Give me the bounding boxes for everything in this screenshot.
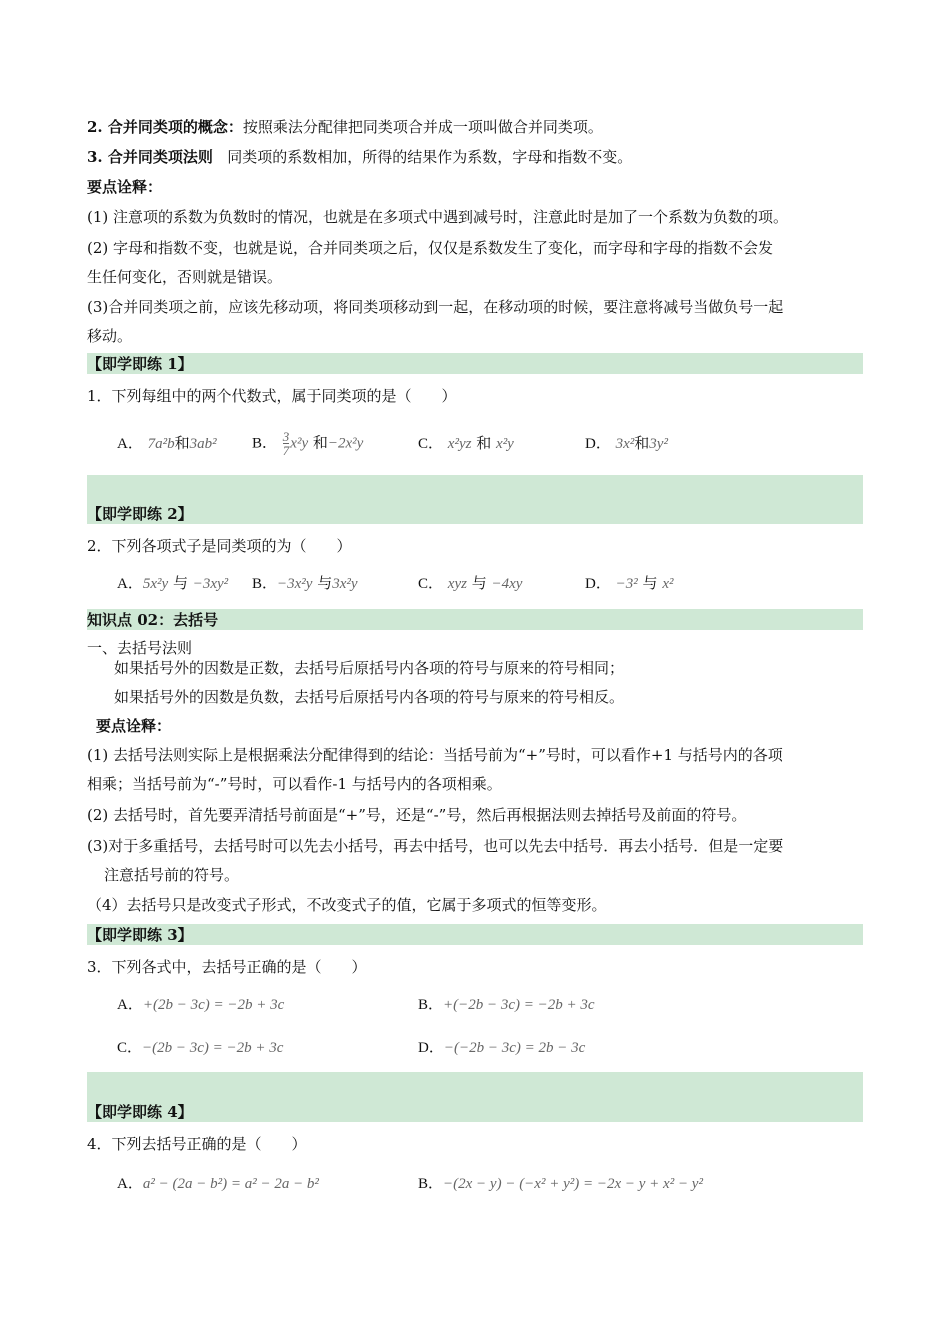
concept-item-2-title: 2. 合并同类项的概念：	[87, 118, 243, 136]
option-letter: D．	[585, 576, 611, 592]
join-word: 与	[471, 574, 487, 592]
q3-option-b[interactable]	[418, 994, 595, 1015]
q1-option-d[interactable]	[585, 433, 668, 454]
join-word: 和	[476, 434, 492, 452]
note-3-line-1: (3)合并同类项之前，应该先移动项，将同类项移动到一起，在移动项的时候，要注意将减号当做负号一起	[87, 298, 784, 316]
expression: −(−2b − 3c) = 2b − 3c	[443, 1040, 586, 1056]
option-letter: C．	[117, 1040, 143, 1056]
expression: −3x²y	[277, 576, 313, 592]
q4-option-b[interactable]	[418, 1173, 703, 1194]
fraction	[283, 430, 290, 457]
join-word: 与	[317, 574, 333, 592]
q1-option-a[interactable]	[117, 433, 217, 454]
section-02-notes-title: 要点诠释：	[96, 717, 172, 735]
fraction-denominator: 7	[282, 443, 290, 458]
q2-option-d[interactable]	[585, 573, 673, 594]
expression: +(2b − 3c) = −2b + 3c	[142, 997, 285, 1013]
expression: 3x²	[615, 436, 635, 452]
practice-3-band	[87, 924, 863, 945]
option-letter: C．	[418, 576, 444, 592]
q3-option-a[interactable]	[117, 994, 284, 1015]
rule-2: 如果括号外的因数是负数，去括号后原括号内各项的符号与原来的符号相反。	[114, 688, 625, 706]
expression: 3x²y	[332, 576, 358, 592]
s2-note-3-line-1: (3)对于多重括号，去括号时可以先去小括号，再去中括号，也可以先去中括号．再去小括号．但是一定要	[87, 837, 784, 855]
join-word: 和	[312, 433, 328, 452]
question-2: 2．下列各项式子是同类项的为（ ）	[87, 537, 352, 555]
concept-item-3	[87, 147, 632, 167]
practice-1-label: 【即学即练 1】	[87, 355, 193, 373]
expression: −3²	[615, 576, 638, 592]
note-3-line-2: 移动。	[87, 327, 133, 345]
q2-option-b[interactable]	[252, 573, 358, 594]
expression: 5x²y	[142, 576, 169, 592]
option-letter: C．	[418, 436, 444, 452]
notes-title: 要点诠释：	[87, 178, 163, 196]
expression: −3xy²	[192, 576, 229, 592]
s2-note-1-line-1: (1) 去括号法则实际上是根据乘法分配律得到的结论：当括号前为“+”号时，可以看作+1 与括号内的各项	[87, 746, 783, 764]
option-letter: A．	[117, 997, 143, 1013]
q4-option-a[interactable]	[117, 1173, 319, 1194]
option-letter: B．	[252, 435, 278, 452]
concept-item-3-title: 3. 合并同类项法则	[87, 148, 213, 166]
practice-4-band	[87, 1072, 863, 1122]
join-word: 和	[174, 434, 190, 452]
expression: 7a²b	[147, 436, 175, 452]
expression: −(2b − 3c) = −2b + 3c	[142, 1040, 284, 1056]
s2-note-1-line-2: 相乘；当括号前为“-”号时，可以看作-1 与括号内的各项相乘。	[87, 775, 502, 793]
practice-2-band	[87, 475, 863, 524]
practice-3-label: 【即学即练 3】	[87, 926, 193, 944]
option-letter: A．	[117, 576, 143, 592]
fraction-numerator: 3	[282, 429, 290, 444]
concept-item-3-text: 同类项的系数相加，所得的结果作为系数，字母和指数不变。	[227, 148, 633, 166]
expression: +(−2b − 3c) = −2b + 3c	[443, 997, 595, 1013]
option-letter: D．	[418, 1040, 444, 1056]
s2-note-3-line-2: 注意括号前的符号。	[104, 866, 240, 884]
note-1: (1) 注意项的系数为负数时的情况，也就是在多项式中遇到减号时，注意此时是加了一个系数为负数的项。	[87, 208, 789, 226]
expression: 3ab²	[189, 436, 217, 452]
option-letter: D．	[585, 436, 611, 452]
q3-option-c[interactable]	[117, 1037, 283, 1058]
note-2-line-2: 生任何变化，否则就是错误。	[87, 268, 283, 286]
join-word: 与	[172, 574, 188, 592]
q2-option-a[interactable]	[117, 573, 228, 594]
question-3: 3．下列各式中，去括号正确的是（ ）	[87, 958, 367, 976]
section-02-title: 知识点 02：去括号	[87, 611, 219, 629]
practice-2-label: 【即学即练 2】	[87, 505, 193, 523]
question-1: 1．下列每组中的两个代数式，属于同类项的是（ ）	[87, 387, 457, 405]
practice-4-label: 【即学即练 4】	[87, 1103, 193, 1121]
section-02-band	[87, 609, 863, 630]
expression: −4xy	[491, 576, 523, 592]
expression: a² − (2a − b²) = a² − 2a − b²	[142, 1176, 319, 1192]
q3-option-d[interactable]	[418, 1037, 585, 1058]
s2-note-2: (2) 去括号时，首先要弄清括号前面是“+”号，还是“-”号，然后再根据法则去掉括号及前面的符号。	[87, 806, 747, 824]
expression: x²y	[496, 436, 514, 452]
note-2-line-1: (2) 字母和指数不变，也就是说，合并同类项之后，仅仅是系数发生了变化，而字母和字母的指数不会发	[87, 239, 774, 257]
q1-option-c[interactable]	[418, 433, 514, 454]
question-4: 4．下列去括号正确的是（ ）	[87, 1135, 307, 1153]
expression: x²	[662, 576, 674, 592]
expression: x²y	[290, 435, 309, 452]
practice-1-band	[87, 353, 863, 374]
expression: 3y²	[649, 436, 668, 452]
rule-title: 一、去括号法则	[87, 639, 193, 657]
join-word: 与	[642, 574, 658, 592]
q2-option-c[interactable]	[418, 573, 522, 594]
expression: x²yz	[447, 436, 472, 452]
s2-note-4: （4）去括号只是改变式子形式，不改变式子的值，它属于多项式的恒等变形。	[87, 896, 607, 914]
expression: −2x²y	[327, 435, 364, 452]
option-letter: A．	[117, 436, 143, 452]
option-letter: A．	[117, 1176, 143, 1192]
expression: xyz	[447, 576, 467, 592]
concept-item-2-text: 按照乘法分配律把同类项合并成一项叫做合并同类项。	[242, 118, 603, 136]
q1-option-b[interactable]	[252, 430, 363, 457]
concept-item-2	[87, 117, 603, 137]
rule-1: 如果括号外的因数是正数，去括号后原括号内各项的符号与原来的符号相同；	[114, 659, 625, 677]
expression: −(2x − y) − (−x² + y²) = −2x − y + x² − y²	[443, 1176, 703, 1192]
option-letter: B．	[418, 1176, 444, 1192]
option-letter: B．	[418, 997, 444, 1013]
option-letter: B．	[252, 576, 278, 592]
join-word: 和	[634, 434, 650, 452]
